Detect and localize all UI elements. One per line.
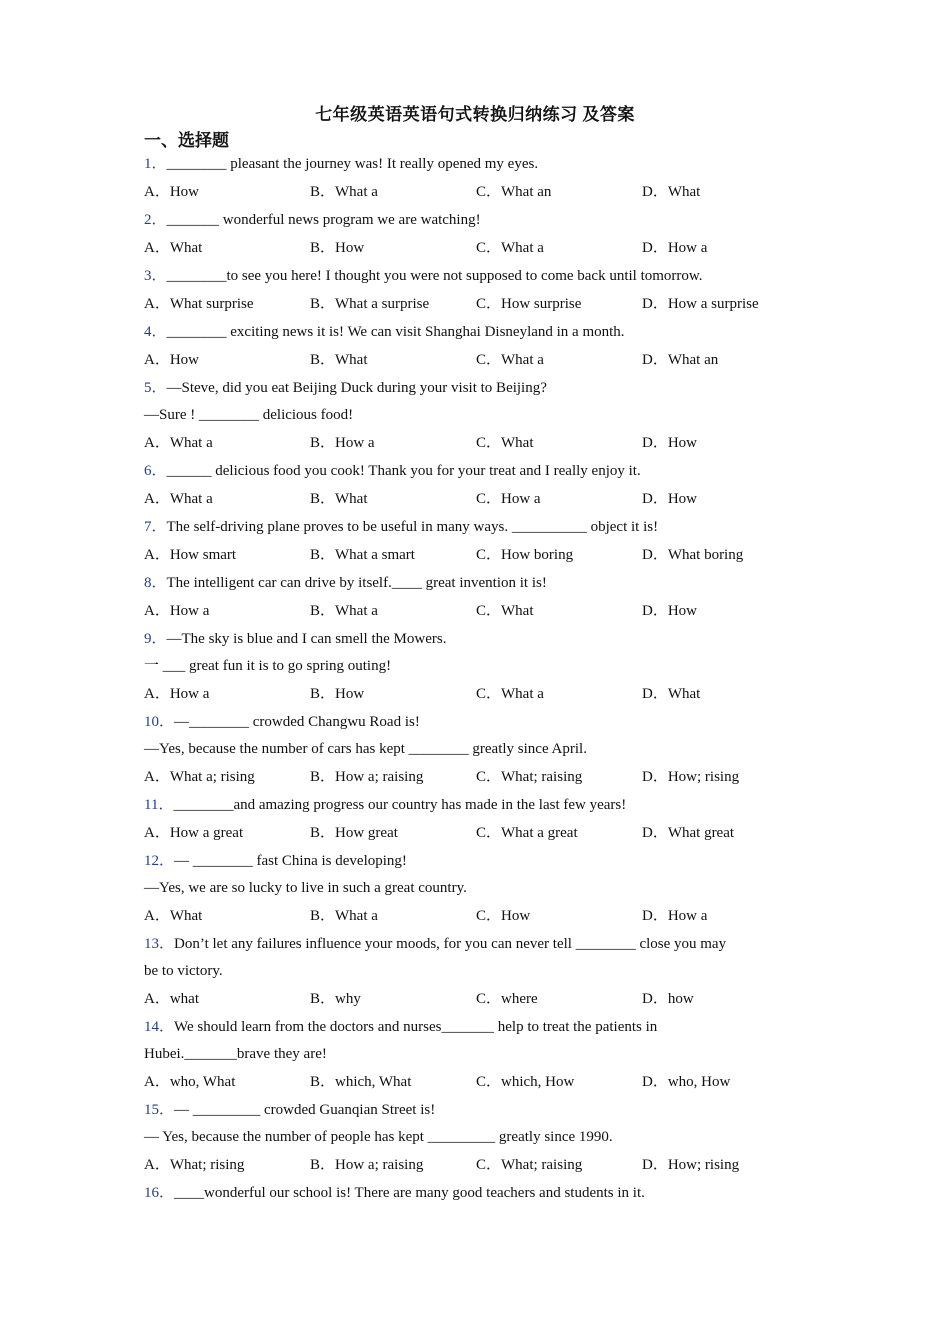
question-list	[144, 151, 804, 1207]
answer-option: D．How	[642, 435, 697, 451]
answer-option: D．who, How	[642, 1074, 731, 1090]
answer-option: C．What a	[476, 352, 544, 368]
question-stem	[144, 709, 804, 736]
answer-option: A．How a	[144, 603, 210, 619]
question-continuation	[144, 958, 804, 985]
question-number: 11．	[144, 797, 174, 813]
answer-option: B．why	[310, 991, 361, 1007]
question-item	[144, 709, 804, 792]
question-number: 5．	[144, 380, 167, 396]
question-number: 12．	[144, 853, 175, 869]
answer-option: A．How	[144, 352, 199, 368]
question-stem	[144, 570, 804, 597]
answer-option: B．which, What	[310, 1074, 412, 1090]
question-text: ________to see you here! I thought you were not supposed to come back until tomorrow.	[166, 268, 703, 284]
answer-option: B．What a	[310, 908, 378, 924]
question-text: —The sky is blue and I can smell the Mowers.	[166, 631, 447, 647]
answer-options	[144, 290, 804, 319]
question-text: —Yes, because the number of cars has kept ________ greatly since April.	[144, 741, 587, 757]
question-item	[144, 1180, 804, 1207]
question-item	[144, 514, 804, 570]
answer-option: A．What surprise	[144, 296, 254, 312]
answer-option: B．What	[310, 352, 368, 368]
answer-options	[144, 985, 804, 1014]
answer-options	[144, 1151, 804, 1180]
question-continuation	[144, 875, 804, 902]
question-item	[144, 1097, 804, 1180]
answer-option: A．How smart	[144, 547, 237, 563]
answer-option: C．What a	[476, 686, 544, 702]
question-item	[144, 626, 804, 709]
question-number: 6．	[144, 463, 167, 479]
question-item	[144, 1014, 804, 1097]
answer-option: A．How a great	[144, 825, 244, 841]
question-item	[144, 570, 804, 626]
question-stem	[144, 1014, 804, 1041]
question-number: 16．	[144, 1185, 175, 1201]
question-text: —Yes, we are so lucky to live in such a great country.	[144, 880, 467, 896]
answer-option: D．What	[642, 184, 701, 200]
question-text: —________ crowded Changwu Road is!	[174, 714, 420, 730]
answer-options	[144, 234, 804, 263]
answer-option: A．What a; rising	[144, 769, 255, 785]
question-item	[144, 792, 804, 848]
answer-option: C．How a	[476, 491, 541, 507]
question-number: 8．	[144, 575, 167, 591]
answer-option: B．What a surprise	[310, 296, 430, 312]
question-number: 14．	[144, 1019, 175, 1035]
question-text: Hubei._______brave they are!	[144, 1046, 327, 1062]
question-text: ________and amazing progress our country has made in the last few years!	[173, 797, 627, 813]
answer-option: A．What a	[144, 491, 213, 507]
answer-option: C．How	[476, 908, 531, 924]
answer-option: A．What a	[144, 435, 213, 451]
question-number: 1．	[144, 156, 167, 172]
answer-option: D．What boring	[642, 547, 744, 563]
answer-option: D．how	[642, 991, 694, 1007]
page-title: 七年级英语英语句式转换归纳练习 及答案	[315, 105, 635, 124]
answer-option: C．What a great	[476, 825, 578, 841]
answer-option: D．How; rising	[642, 1157, 740, 1173]
answer-option: B．What a	[310, 184, 378, 200]
answer-option: C．What; raising	[476, 1157, 583, 1173]
answer-option: A．How a	[144, 686, 210, 702]
answer-option: B．How a; raising	[310, 1157, 424, 1173]
question-text: ________ pleasant the journey was! It really opened my eyes.	[166, 156, 539, 172]
question-item	[144, 207, 804, 263]
question-text: Don’t let any failures influence your moods, for you can never tell ________ close you may	[174, 936, 727, 952]
question-item	[144, 458, 804, 514]
answer-option: C．How boring	[476, 547, 574, 563]
question-item	[144, 931, 804, 1014]
question-text: —Steve, did you eat Beijing Duck during your visit to Beijing?	[166, 380, 547, 396]
answer-options	[144, 541, 804, 570]
question-text: ______ delicious food you cook! Thank you for your treat and I really enjoy it.	[166, 463, 641, 479]
answer-option: D．How a surprise	[642, 296, 759, 312]
answer-option: D．How a	[642, 240, 708, 256]
question-text: — _________ crowded Guanqian Street is!	[174, 1102, 436, 1118]
answer-option: B．What a	[310, 603, 378, 619]
answer-option: B．How a	[310, 435, 375, 451]
question-continuation	[144, 736, 804, 763]
question-text: ________ exciting news it is! We can visit Shanghai Disneyland in a month.	[166, 324, 625, 340]
answer-option: D．How	[642, 491, 697, 507]
question-text: 一 ___ great fun it is to go spring outing!	[144, 658, 392, 674]
question-text: The self-driving plane proves to be useful in many ways. __________ object it is!	[166, 519, 659, 535]
question-item	[144, 151, 804, 207]
question-text: _______ wonderful news program we are watching!	[166, 212, 481, 228]
question-stem	[144, 1180, 804, 1207]
question-continuation	[144, 1041, 804, 1068]
answer-option: D．How	[642, 603, 697, 619]
question-continuation	[144, 653, 804, 680]
answer-option: C．What	[476, 603, 534, 619]
answer-option: B．How great	[310, 825, 398, 841]
answer-option: C．What	[476, 435, 534, 451]
answer-options	[144, 763, 804, 792]
question-text: — ________ fast China is developing!	[174, 853, 407, 869]
question-text: We should learn from the doctors and nurses_______ help to treat the patients in	[174, 1019, 658, 1035]
question-stem	[144, 931, 804, 958]
question-number: 3．	[144, 268, 167, 284]
question-item	[144, 375, 804, 458]
answer-option: D．What an	[642, 352, 719, 368]
answer-option: B．What	[310, 491, 368, 507]
answer-option: D．What great	[642, 825, 735, 841]
question-stem	[144, 263, 804, 290]
question-stem	[144, 514, 804, 541]
answer-option: B．How	[310, 686, 365, 702]
question-continuation	[144, 1124, 804, 1151]
question-item	[144, 263, 804, 319]
question-stem	[144, 151, 804, 178]
answer-options	[144, 902, 804, 931]
question-number: 4．	[144, 324, 167, 340]
question-stem	[144, 207, 804, 234]
question-stem	[144, 375, 804, 402]
question-number: 2．	[144, 212, 167, 228]
answer-option: C．How surprise	[476, 296, 582, 312]
question-stem	[144, 848, 804, 875]
question-number: 13．	[144, 936, 175, 952]
question-number: 15．	[144, 1102, 175, 1118]
answer-option: D．How a	[642, 908, 708, 924]
question-item	[144, 319, 804, 375]
answer-option: B．What a smart	[310, 547, 415, 563]
answer-option: C．What a	[476, 240, 544, 256]
question-text: The intelligent car can drive by itself.____ great invention it is!	[166, 575, 547, 591]
answer-option: A．what	[144, 991, 199, 1007]
question-number: 7．	[144, 519, 167, 535]
question-stem	[144, 792, 804, 819]
answer-option: A．How	[144, 184, 199, 200]
question-text: —Sure ! ________ delicious food!	[144, 407, 354, 423]
answer-option: C．What; raising	[476, 769, 583, 785]
question-text: be to victory.	[144, 963, 223, 979]
answer-options	[144, 597, 804, 626]
section-heading: 一、选择题	[144, 131, 229, 150]
answer-option: C．which, How	[476, 1074, 575, 1090]
question-stem	[144, 458, 804, 485]
question-text: — Yes, because the number of people has kept _________ greatly since 1990.	[144, 1129, 613, 1145]
answer-option: D．How; rising	[642, 769, 740, 785]
answer-option: A．What; rising	[144, 1157, 245, 1173]
question-stem	[144, 319, 804, 346]
answer-options	[144, 178, 804, 207]
answer-option: A．who, What	[144, 1074, 236, 1090]
answer-options	[144, 429, 804, 458]
question-number: 10．	[144, 714, 175, 730]
question-stem	[144, 1097, 804, 1124]
question-continuation	[144, 402, 804, 429]
answer-option: C．where	[476, 991, 538, 1007]
question-item	[144, 848, 804, 931]
answer-options	[144, 485, 804, 514]
question-stem	[144, 626, 804, 653]
answer-option: A．What	[144, 240, 203, 256]
answer-options	[144, 1068, 804, 1097]
answer-option: C．What an	[476, 184, 552, 200]
answer-options	[144, 680, 804, 709]
question-text: ____wonderful our school is! There are many good teachers and students in it.	[174, 1185, 645, 1201]
answer-options	[144, 346, 804, 375]
answer-option: A．What	[144, 908, 203, 924]
question-number: 9．	[144, 631, 167, 647]
answer-options	[144, 819, 804, 848]
answer-option: B．How	[310, 240, 365, 256]
answer-option: B．How a; raising	[310, 769, 424, 785]
answer-option: D．What	[642, 686, 701, 702]
